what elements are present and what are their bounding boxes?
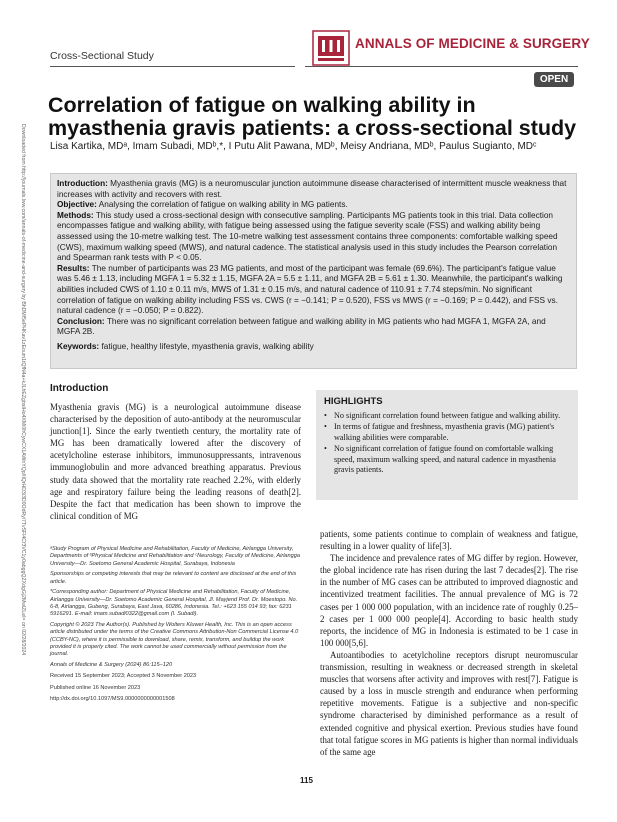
open-access-badge: OPEN [534, 72, 574, 87]
highlights-heading: HIGHLIGHTS [324, 396, 383, 407]
abstract-keywords: Keywords: fatigue, healthy lifestyle, myasthenia gravis, walking ability [57, 341, 314, 351]
abstract-methods: Methods: This study used a cross-sectional design with consecutive sampling. Participants MG patients took in this trial. Data collection encompasses fatigue and walking ability, with fatigue being assessed using the fatigue severity scale (FSS) and walking ability being assessed using the 10-metre walking test. The 10-metre walking test assessment contains three components: comfortable walking speed (CWS), maximum walking speed (MWS), and natural cadence. The statistical analysis used in this study includes the Pearson correlation and Spearman rank tests with P < 0.05. [57, 210, 558, 263]
paragraph: Autoantibodies to acetylcholine receptors disrupt neuromuscular transmission, resulting in weakness or decreased strength in skeletal muscles that worsens after activity and improves with rest[7]. Fatigue is caused by a loss in muscle strength and endurance when performing repetitive movements. Fatigue is a subjective and non-specific syndrome characterised by diminished performance as a result of extended cognitive and physical exertion. Previous studies have found that total fatigue scores in MG patients is higher than normal individuals of the same age [320, 649, 578, 757]
journal-crest-icon [312, 30, 350, 66]
author-list: Lisa Kartika, MDᵃ, Imam Subadi, MDᵇ,*, I Putu Alit Pawana, MDᵇ, Meisy Andriana, MDᵇ, Paulus Sugianto, MDᶜ [50, 141, 537, 152]
doi-link[interactable]: http://dx.doi.org/10.1097/MS9.0000000000001508 [50, 696, 175, 703]
abstract-box [50, 173, 577, 369]
page-number: 115 [300, 776, 313, 785]
abstract-objective: Objective: Analysing the correlation of fatigue on walking ability in MG patients. [57, 200, 348, 210]
section-heading-introduction: Introduction [50, 383, 109, 394]
citation: Annals of Medicine & Surgery (2024) 86:115–120 [50, 662, 173, 669]
highlight-item: • No significant correlation of fatigue found on comfortable walking speed, maximum walking speed, and natural cadence in myasthenia gravis patients. [324, 444, 570, 475]
download-watermark-text: Downloaded from http://journals.lww.com/annals-of-medicine-and-surgery by BhDMf5ePHKav1zEoum1tQfN4a+kJLhEZgbsIHo4XMi0hCywCX1AWnYQp/IlQrHD3i3D0OdRyi7TvSFl4Cf3VC1y0abggQZXdgGj2MwlZLeI= on 02/28/2024 [20, 124, 26, 656]
corresponding-author: *Corresponding author: Department of Physical Medicine and Rehabilitation, Faculty of Medicine, Airlangga University—Dr. Soetomo Academic General Hospital, Jl. Mayjend Prof. Dr. Moestopo. No. 6-8, Airlangga, Gubeng, Surabaya, East Java, 60286, Indonesia. Tel.: +623 155 014 93; fax: 6231 5916291. E-mail: imam.subadi0322@gmail.com (I. Subadi). [50, 589, 298, 618]
section-label: Cross-Sectional Study [50, 50, 154, 62]
highlight-item: • No significant correlation found between fatigue and walking ability. [324, 411, 570, 421]
masthead-divider [305, 66, 578, 67]
copyright-note: Copyright © 2023 The Author(s). Published by Wolters Kluwer Health, Inc. This is an open access article distributed under the terms of the Creative Commons Attribution-Non Commercial License 4.0 (CCBY-NC), where it is permissible to download, share, remix, transform, and buildup the work provided it is properly cited. The work cannot be used commercially without permission from the journal. [50, 622, 299, 658]
received-dates: Received 15 September 2023; Accepted 3 November 2023 [50, 673, 197, 680]
footnotes [50, 546, 303, 707]
abstract-introduction: Introduction: Myasthenia gravis (MG) is a neuromuscular junction autoimmune disease characterised of intermittent muscle weakness that increases with activity and recovers with rest. [57, 179, 567, 199]
article-title: Correlation of fatigue on walking ability in myasthenia gravis patients: a cross-sectional study [48, 93, 577, 140]
introduction-text: Myasthenia gravis (MG) is a neurological autoimmune disease characterised by the deposition of auto-antibody at the neuromuscular junction[1]. Since the early twentieth century, the mortality rate of MG has been dramatically lowered after the discovery of acetylcholine esterase inhibitors, immunosuppressants, intravenous immunoglobulin and more advanced breathing apparatus. Previous study data showed that the mortality rate reached 2.2%, with elderly age and respiratory failure being the leading reasons of death[2]. Despite the fact that medication has been shown to improve the clinical condition of MG [50, 402, 301, 521]
download-watermark [14, 124, 32, 656]
published-date: Published online 16 November 2023 [50, 684, 141, 691]
paragraph: The incidence and prevalence rates of MG differ by region. However, the global incidence rate has risen during the last 7 decades[2]. The rise in the number of MG cases can be attributed to improved diagnostic and incentivized treatment facilities. The annual prevalence of MG is 72 cases per 1 000 000 population, with an incidence rate of roughly 0.25–2 cases per 1 000 000 people[4]. According to basic health study reports, the incidence of MG in Indonesia is estimated to be 1 case in 100 000[5,6]. [320, 553, 578, 648]
affiliations: ᵃStudy Program of Physical Medicine and Rehabilitation, Faculty of Medicine, Airlangga University, Departments of ᵇPhysical Medicine and Rehabilitation and ᶜNeurology, Faculty of Medicine, Airlangga University—Dr. Soetomo General Academic Hospital, Surabaya, Indonesia [50, 546, 300, 567]
section-divider [50, 66, 295, 67]
abstract-results: Results: The number of participants was 23 MG patients, and most of the participant was female (69.6%). The participant's fatigue value was 5.46 ± 1.13, including MGFA 1 = 5.32 ± 1.15, MGFA 2A = 5.5 ± 1.11, and MGFA 2B = 5.61 ± 1.30. Meanwhile, the participant's walking abilities included CWS of 1.10 ± 0.11 m/s, MWS of 1.31 ± 0.15 m/s, and natural cadence of 110.91 ± 7.74 steps/min. No significant correlation of fatigue on walking ability including FSS vs. CWS (r = −0.141; P = 0.520), FSS vs MWS (r = −0.169; P = 0.442), and FSS vs. natural cadence (r = −0.050; P = 0.822). [57, 263, 563, 316]
sponsorship-note: Sponsorships or competing interests that may be relevant to content are disclosed at the end of this article. [50, 571, 297, 585]
highlight-item: • In terms of fatigue and freshness, myasthenia gravis (MG) patient's walking abilities were comparable. [324, 422, 570, 443]
journal-title: ANNALS OF MEDICINE & SURGERY [355, 36, 590, 51]
abstract-conclusion: Conclusion: There was no significant correlation between fatigue and walking ability in MG patients who had MGFA 1, MGFA 2A, and MGFA 2B. [57, 316, 546, 337]
highlights-box [316, 390, 578, 500]
paragraph: patients, some patients continue to complain of weakness and fatigue, resulting in a lower quality of life[3]. [320, 529, 578, 552]
right-column-text [320, 528, 578, 758]
